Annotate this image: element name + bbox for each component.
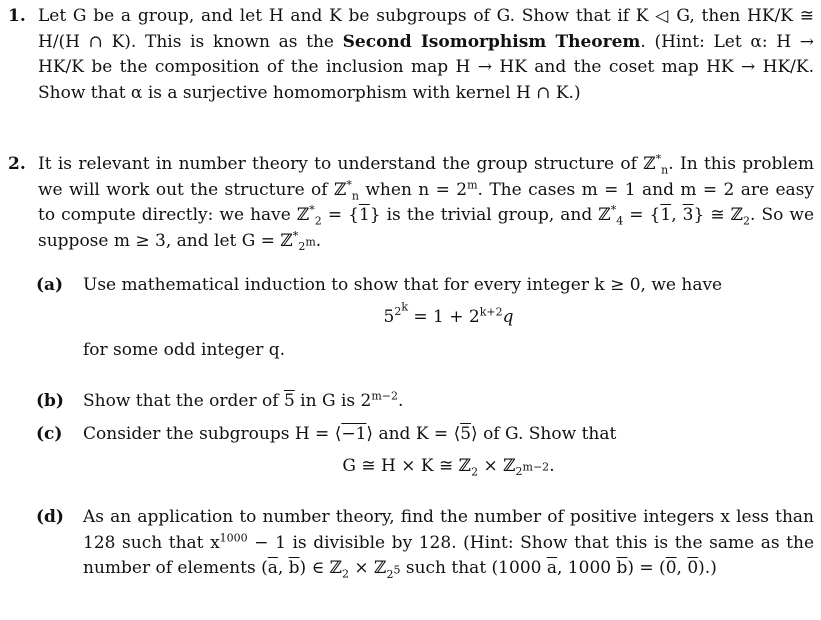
eq-base: 5 — [383, 306, 395, 327]
part-d — [36, 505, 814, 582]
coset-bar-0: 0 — [687, 558, 699, 579]
intro-text: when n = 2 — [358, 179, 468, 200]
coset-bar-a: $\overline{a}$ — [267, 558, 278, 579]
intro-text: . The cases m = 1 and m = 2 are easy to compute directly: we have ℤ — [38, 179, 814, 226]
part-c-text — [83, 422, 814, 448]
part-d-text: , — [676, 558, 688, 579]
sub-2: 2 — [341, 567, 349, 581]
two-subscript: 2 — [314, 214, 322, 228]
part-b-text: in G is 2 — [294, 391, 372, 411]
star-superscript: * — [346, 177, 352, 191]
part-c-body — [83, 422, 814, 479]
n-subscript: n — [661, 163, 669, 177]
part-b — [36, 389, 814, 415]
m-superscript: m — [467, 177, 478, 191]
coset-bar-b: $\overline{b}$ — [616, 558, 628, 579]
part-b-text: Show that the order of — [83, 391, 284, 411]
part-c-text-3: ⟩ of G. Show that — [471, 424, 617, 444]
coset-bar-5: 5 — [283, 391, 295, 411]
sub-2-5 — [386, 562, 401, 581]
two-subscript: 2 — [743, 214, 751, 228]
problem-2 — [8, 152, 814, 254]
star-superscript: * — [610, 203, 617, 217]
part-c-text-1: Consider the subgroups H = ⟨ — [83, 424, 342, 444]
order-exponent: m−2 — [371, 389, 398, 403]
part-d-body — [83, 505, 814, 582]
four-subscript: 4 — [616, 214, 624, 228]
eq-left: G ≅ H × K ≅ ℤ — [342, 455, 472, 476]
intro-text: . — [315, 230, 322, 251]
coset-bar-5: 5 — [460, 424, 472, 444]
problem-1-number: 1. — [8, 6, 26, 26]
eq-exp-2: k+2 — [479, 304, 503, 318]
two-m-exp: m — [305, 235, 316, 249]
problem-1 — [8, 4, 814, 106]
star-superscript: * — [309, 203, 315, 217]
part-d-text: ) = ( — [627, 558, 666, 579]
intro-text: It is relevant in number theory to understand the group structure of ℤ — [38, 154, 656, 174]
part-a-equation — [83, 300, 814, 331]
eq-sub-2m — [515, 460, 550, 478]
part-a-body — [83, 273, 814, 364]
intro-text: = { — [623, 205, 661, 226]
intro-text: } is the trivial group, and ℤ — [369, 205, 611, 226]
part-a-text-1: Use mathematical induction to show that for every integer k ≥ 0, we have — [83, 275, 723, 295]
eq-sub-exp: m−2 — [522, 460, 550, 474]
problem-1-body — [38, 4, 814, 106]
star-superscript: * — [292, 229, 299, 243]
part-b-body — [83, 389, 814, 415]
part-d-label: (d) — [36, 507, 64, 527]
star-superscript: * — [655, 152, 662, 166]
problem-1-text-a: Let G be a group, and let H and K be subgroups of G. Show that if K ◁ G, then HK/K ≅ H/(H ∩ K). This is known as the — [38, 6, 814, 52]
part-b-text: . — [398, 391, 404, 411]
part-d-text: × ℤ — [348, 558, 387, 579]
part-d-text: ).) — [698, 558, 717, 579]
eq-exp-k: k — [401, 300, 408, 314]
part-d-text: , — [277, 558, 289, 579]
coset-bar-1: 1 — [660, 205, 672, 226]
eq-period: . — [549, 455, 555, 476]
problem-2-intro — [38, 152, 814, 254]
part-c-equation — [83, 454, 814, 480]
two-m-base: 2 — [298, 240, 306, 254]
part-d-text: − 1 is divisible by 128. (Hint: Show that this is the same as the number of elements ( — [83, 532, 815, 579]
part-a-label: (a) — [36, 275, 64, 295]
problem-2-number: 2. — [8, 154, 26, 174]
part-c-text-2: ⟩ and K = ⟨ — [366, 424, 461, 444]
part-d-text: , 1000 — [557, 558, 617, 579]
sub-25-base: 2 — [386, 567, 394, 581]
sub-25-exp: 5 — [393, 562, 401, 576]
intro-text: , — [671, 205, 683, 226]
eq-exponent — [394, 300, 408, 318]
part-d-text: ) ∈ ℤ — [299, 558, 342, 579]
two-m-subscript — [298, 235, 316, 254]
coset-bar-a: $\overline{a}$ — [546, 558, 557, 579]
eq-sub-base: 2 — [515, 464, 523, 478]
intro-text: . So we suppose m ≥ 3, and let G = ℤ — [38, 205, 815, 251]
problem-1-text-b: . (Hint: Let α: H → HK/K be the composition of the inclusion map H → HK and the coset map HK → HK/K. Show that α is a surjective homomorphism with kernel H ∩ K.) — [38, 31, 814, 103]
part-a — [36, 273, 814, 364]
coset-bar-1: 1 — [358, 205, 370, 226]
part-c-label: (c) — [36, 424, 63, 444]
part-a-text-2: for some odd integer q. — [83, 340, 286, 361]
n-subscript: n — [351, 188, 359, 202]
coset-bar-0: 0 — [665, 558, 677, 579]
eq-exp-base: 2 — [394, 304, 402, 318]
eq-q: q — [502, 306, 514, 327]
eq-mid: = 1 + 2 — [407, 306, 480, 327]
part-d-text: such that (1000 — [400, 558, 547, 579]
eq-times: × ℤ — [478, 455, 516, 476]
intro-text: = { — [321, 205, 359, 226]
intro-text: . In this problem we will work out the structure of ℤ — [38, 154, 814, 200]
eq-sub-2: 2 — [471, 464, 479, 478]
coset-bar-b: $\overline{b}$ — [288, 558, 300, 579]
coset-bar-3: 3 — [682, 205, 694, 226]
exp-1000: 1000 — [219, 530, 248, 544]
intro-text: } ≅ ℤ — [693, 205, 744, 226]
part-b-label: (b) — [36, 391, 64, 411]
theorem-name: Second Isomorphism Theorem — [342, 31, 641, 52]
coset-bar-minus-1: −1 — [341, 424, 367, 444]
part-d-text: As an application to number theory, find the number of positive integers x less than 128 such that x — [83, 507, 814, 553]
part-c — [36, 422, 814, 487]
